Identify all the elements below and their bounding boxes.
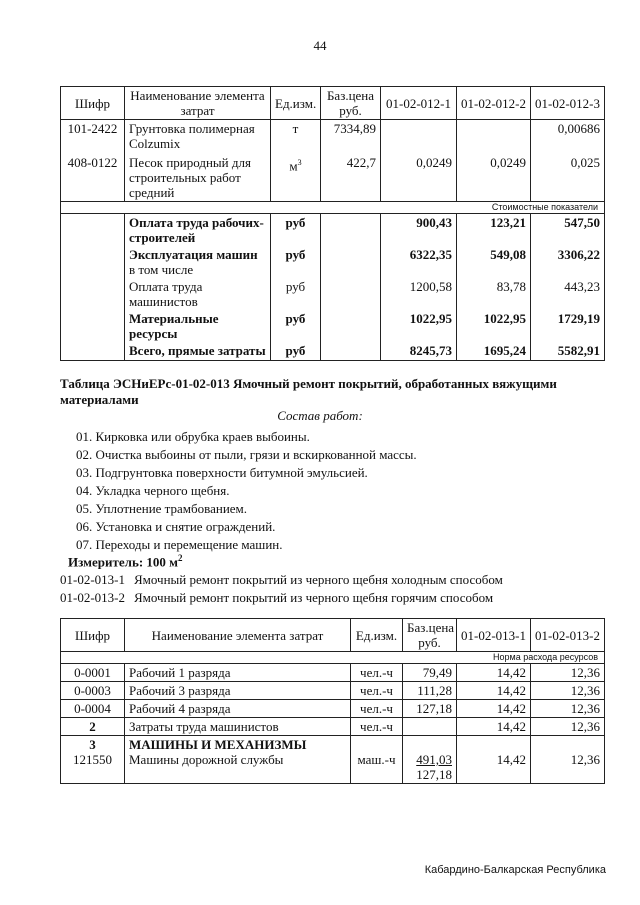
table-row xyxy=(61,718,605,736)
row-name: Рабочий 3 разряда xyxy=(125,682,351,700)
header-col-1: 01-02-013-1 xyxy=(457,619,531,652)
row-price: 7334,89 xyxy=(321,120,381,154)
row-price: 127,18 xyxy=(403,700,457,718)
cost-value-2: 1695,24 xyxy=(457,342,531,360)
row-unit: $м^3$ xyxy=(271,154,321,202)
footer-region: Кабардино-Балкарская Республика xyxy=(424,864,606,876)
work-composition-title: Состав работ: xyxy=(277,408,363,423)
row-unit: чел.-ч xyxy=(351,718,403,736)
section-label-row xyxy=(61,202,605,214)
variant-item: 01-02-013-1 Ямочный ремонт покрытий из черного щебня холодным способом xyxy=(60,572,503,587)
section-label-row xyxy=(61,652,605,664)
cost-unit: руб xyxy=(271,278,321,310)
row-price: 111,28 xyxy=(403,682,457,700)
cost-value-2: 1022,95 xyxy=(457,310,531,342)
table-header-row xyxy=(61,87,605,120)
header-price: Баз.цена руб. xyxy=(403,619,457,652)
cost-value-2: 123,21 xyxy=(457,214,531,247)
cost-value-3: 5582,91 xyxy=(531,342,605,360)
cost-name: Оплата труда рабочих-строителей xyxy=(125,214,271,247)
row-unit: т xyxy=(271,120,321,154)
row-price: 491,03 127,18 xyxy=(403,736,457,784)
header-code: Шифр xyxy=(61,619,125,652)
cost-name: Всего, прямые затраты xyxy=(125,342,271,360)
row-name: Грунтовка полимерная Colzumix xyxy=(125,120,271,154)
cost-unit: руб xyxy=(271,246,321,278)
row-code: 0-0004 xyxy=(61,700,125,718)
cost-unit: руб xyxy=(271,342,321,360)
variants-list xyxy=(60,571,503,607)
list-item: 06. Установка и снятие ограждений. xyxy=(76,519,276,534)
header-code: Шифр xyxy=(61,87,125,120)
row-code: 101-2422 xyxy=(61,120,125,154)
row-unit: чел.-ч xyxy=(351,682,403,700)
header-col-2: 01-02-012-2 xyxy=(457,87,531,120)
row-name: Затраты труда машинистов xyxy=(125,718,351,736)
row-value-2: 12,36 xyxy=(531,700,605,718)
list-item: 04. Укладка черного щебня. xyxy=(76,483,230,498)
header-name: Наименование элемента затрат xyxy=(125,87,271,120)
cost-value-1: 8245,73 xyxy=(381,342,457,360)
list-item: 05. Уплотнение трамбованием. xyxy=(76,501,248,516)
list-item: 07. Переходы и перемещение машин. xyxy=(76,537,283,552)
resource-table-013 xyxy=(60,618,605,784)
row-value-3: 0,00686 xyxy=(531,120,605,154)
row-value-1 xyxy=(381,120,457,154)
row-value-1: 14,42 xyxy=(457,682,531,700)
cost-unit: руб xyxy=(271,214,321,247)
row-code: 2 xyxy=(61,718,125,736)
cost-row xyxy=(61,246,605,278)
row-name: Песок природный для строительных работ средний xyxy=(125,154,271,202)
row-value-2: 0,0249 xyxy=(457,154,531,202)
cost-name: Эксплуатация машин в том числе xyxy=(125,246,271,278)
work-composition-list xyxy=(76,428,417,554)
cost-value-1: 1200,58 xyxy=(381,278,457,310)
group-name: МАШИНЫ И МЕХАНИЗМЫ Машины дорожной службы xyxy=(125,736,351,784)
table-header-row xyxy=(61,619,605,652)
cost-row xyxy=(61,214,605,247)
header-col-3: 01-02-012-3 xyxy=(531,87,605,120)
cost-value-1: 1022,95 xyxy=(381,310,457,342)
row-code: 408-0122 xyxy=(61,154,125,202)
cost-unit: руб xyxy=(271,310,321,342)
row-value-1: 14,42 xyxy=(457,718,531,736)
section-label: Норма расхода ресурсов xyxy=(61,652,605,664)
row-name: Рабочий 4 разряда xyxy=(125,700,351,718)
row-unit: чел.-ч xyxy=(351,700,403,718)
variant-item: 01-02-013-2 Ямочный ремонт покрытий из черного щебня горячим способом xyxy=(60,590,494,605)
row-value-2: 12,36 xyxy=(531,718,605,736)
cost-row xyxy=(61,278,605,310)
row-value-2: 12,36 xyxy=(531,682,605,700)
row-code: 0-0001 xyxy=(61,664,125,682)
row-value-1: 14,42 xyxy=(457,700,531,718)
cost-value-3: 443,23 xyxy=(531,278,605,310)
header-name: Наименование элемента затрат xyxy=(125,619,351,652)
list-item: 01. Кирковка или обрубка краев выбоины. xyxy=(76,429,310,444)
row-value-1: 14,42 xyxy=(457,664,531,682)
header-price: Баз.цена руб. xyxy=(321,87,381,120)
cost-value-3: 1729,19 xyxy=(531,310,605,342)
table-row xyxy=(61,700,605,718)
table-row xyxy=(61,664,605,682)
section-label: Стоимостные показатели xyxy=(61,202,605,214)
cost-table-012 xyxy=(60,86,605,361)
machine-group-row xyxy=(61,736,605,784)
measure-unit: Измеритель: 100 $м^2$ xyxy=(68,553,183,570)
row-value-2: 12,36 xyxy=(531,736,605,784)
row-value-2 xyxy=(457,120,531,154)
row-unit: чел.-ч xyxy=(351,664,403,682)
row-value-1: 0,0249 xyxy=(381,154,457,202)
row-value-2: 12,36 xyxy=(531,664,605,682)
row-name: Рабочий 1 разряда xyxy=(125,664,351,682)
header-col-1: 01-02-012-1 xyxy=(381,87,457,120)
header-unit: Ед.изм. xyxy=(271,87,321,120)
cost-row xyxy=(61,310,605,342)
table-row xyxy=(61,120,605,154)
row-unit: маш.-ч xyxy=(351,736,403,784)
list-item: 03. Подгрунтовка поверхности битумной эмульсией. xyxy=(76,465,368,480)
cost-name: Оплата труда машинистов xyxy=(125,278,271,310)
table-row xyxy=(61,154,605,202)
table-title: Таблица ЭСНиЕРс-01-02-013 Ямочный ремонт покрытий, обработанных вяжущими материалами xyxy=(60,376,557,407)
table-row xyxy=(61,682,605,700)
page-number: 44 xyxy=(313,38,327,53)
cost-value-2: 83,78 xyxy=(457,278,531,310)
row-value-3: 0,025 xyxy=(531,154,605,202)
list-item: 02. Очистка выбоины от пыли, грязи и вскиркованной массы. xyxy=(76,447,417,462)
group-code: 3 121550 xyxy=(61,736,125,784)
row-price xyxy=(403,718,457,736)
row-value-1: 14,42 xyxy=(457,736,531,784)
cost-value-1: 6322,35 xyxy=(381,246,457,278)
cost-value-3: 547,50 xyxy=(531,214,605,247)
row-price: 422,7 xyxy=(321,154,381,202)
cost-value-2: 549,08 xyxy=(457,246,531,278)
cost-name: Материальные ресурсы xyxy=(125,310,271,342)
header-unit: Ед.изм. xyxy=(351,619,403,652)
cost-row xyxy=(61,342,605,360)
header-col-2: 01-02-013-2 xyxy=(531,619,605,652)
cost-value-1: 900,43 xyxy=(381,214,457,247)
row-price: 79,49 xyxy=(403,664,457,682)
cost-value-3: 3306,22 xyxy=(531,246,605,278)
row-code: 0-0003 xyxy=(61,682,125,700)
